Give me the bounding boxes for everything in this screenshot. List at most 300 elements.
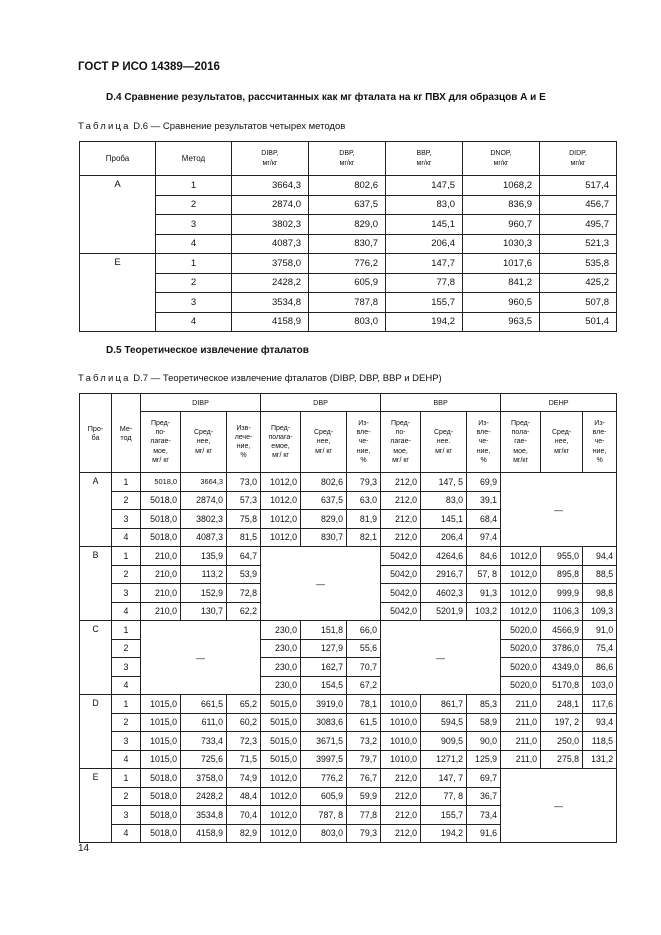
- value-cell: 802,6: [309, 176, 386, 196]
- value-cell: 829,0: [301, 510, 347, 529]
- value-cell: 5020,0: [501, 621, 541, 640]
- value-cell: 125,9: [467, 750, 501, 769]
- value-cell: 81,5: [227, 528, 261, 547]
- caption-text: D.7 — Теоретическое извлечение фталатов (DIBP, DBP, BBP и DEHP): [130, 373, 442, 384]
- value-cell: 79,3: [347, 473, 381, 492]
- value-cell: 909,5: [421, 732, 467, 751]
- sample-cell: E: [80, 769, 112, 843]
- value-cell: 63,0: [347, 491, 381, 510]
- table-row: [80, 234, 617, 254]
- sample-cell: A: [80, 473, 112, 547]
- value-cell: 81,9: [347, 510, 381, 529]
- value-cell: 83,0: [421, 491, 467, 510]
- value-cell: 210,0: [141, 602, 181, 621]
- value-cell: 5201,9: [421, 602, 467, 621]
- table-row: [80, 254, 617, 274]
- value-cell: 109,3: [583, 602, 617, 621]
- col-header-dnop: [463, 142, 540, 176]
- document-header: ГОСТ Р ИСО 14389—2016: [78, 61, 220, 73]
- value-cell: 1017,6: [463, 254, 540, 274]
- value-cell: 1012,0: [501, 602, 541, 621]
- value-cell: 145,1: [421, 510, 467, 529]
- value-cell: 250,0: [541, 732, 583, 751]
- value-cell: 1015,0: [141, 750, 181, 769]
- value-cell: 594,5: [421, 713, 467, 732]
- value-cell: 963,5: [463, 312, 540, 332]
- value-cell: 535,8: [540, 254, 617, 274]
- sample-cell: A: [80, 176, 156, 254]
- value-cell: 2874,0: [181, 491, 227, 510]
- header-unit: мг/кг: [493, 159, 509, 167]
- value-cell: 5020,0: [501, 658, 541, 677]
- method-cell: 2: [112, 713, 141, 732]
- empty-dash-cell: —: [141, 621, 261, 695]
- caption-label: Таблица: [78, 373, 131, 384]
- value-cell: 151,8: [301, 621, 347, 640]
- value-cell: 4158,9: [232, 312, 309, 332]
- table-row: [80, 312, 617, 332]
- value-cell: 3664,3: [232, 176, 309, 196]
- value-cell: 830,7: [301, 528, 347, 547]
- value-cell: 118,5: [583, 732, 617, 751]
- value-cell: 2916,7: [421, 565, 467, 584]
- group-header-dibp: DIBP: [141, 394, 261, 412]
- value-cell: 84,6: [467, 547, 501, 566]
- value-cell: 611,0: [181, 713, 227, 732]
- value-cell: 2874,0: [232, 195, 309, 215]
- col-header-didp: [540, 142, 617, 176]
- value-cell: 3758,0: [181, 769, 227, 788]
- value-cell: 5170,8: [541, 676, 583, 695]
- value-cell: 5018,0: [141, 769, 181, 788]
- value-cell: 212,0: [381, 806, 421, 825]
- value-cell: 73,4: [467, 806, 501, 825]
- table-d6: [79, 141, 617, 332]
- col-header-method: Ме- тод: [112, 394, 141, 473]
- value-cell: 3758,0: [232, 254, 309, 274]
- value-cell: 1010,0: [381, 713, 421, 732]
- method-cell: 2: [112, 565, 141, 584]
- method-cell: 4: [112, 528, 141, 547]
- value-cell: 210,0: [141, 547, 181, 566]
- value-cell: 3534,8: [181, 806, 227, 825]
- caption-text: D.6 — Сравнение результатов четырех методов: [130, 121, 346, 132]
- value-cell: 605,9: [301, 787, 347, 806]
- table-row: [80, 176, 617, 196]
- value-cell: 1012,0: [501, 565, 541, 584]
- value-cell: 85,3: [467, 695, 501, 714]
- method-cell: 4: [156, 312, 232, 332]
- value-cell: 637,5: [301, 491, 347, 510]
- method-cell: 3: [156, 215, 232, 235]
- caption-label: Таблица: [78, 121, 131, 132]
- sample-cell: D: [80, 695, 112, 769]
- method-cell: 2: [112, 787, 141, 806]
- page-number: 14: [78, 843, 90, 854]
- value-cell: 733,4: [181, 732, 227, 751]
- value-cell: 3802,3: [232, 215, 309, 235]
- header-unit: мг/кг: [416, 159, 432, 167]
- value-cell: 3534,8: [232, 293, 309, 313]
- value-cell: 117,6: [583, 695, 617, 714]
- value-cell: 127,9: [301, 639, 347, 658]
- value-cell: 521,3: [540, 234, 617, 254]
- empty-dash-cell: —: [381, 621, 501, 695]
- value-cell: 5018,0: [141, 806, 181, 825]
- value-cell: 3786,0: [541, 639, 583, 658]
- value-cell: 64,7: [227, 547, 261, 566]
- value-cell: 212,0: [381, 528, 421, 547]
- value-cell: 73,0: [227, 473, 261, 492]
- value-cell: 955,0: [541, 547, 583, 566]
- value-cell: 154,5: [301, 676, 347, 695]
- empty-dash-cell: —: [501, 473, 617, 547]
- value-cell: 230,0: [261, 639, 301, 658]
- value-cell: 5015,0: [261, 732, 301, 751]
- value-cell: 830,7: [309, 234, 386, 254]
- value-cell: 212,0: [381, 473, 421, 492]
- empty-dash-cell: —: [501, 769, 617, 843]
- value-cell: 155,7: [421, 806, 467, 825]
- value-cell: 1012,0: [261, 769, 301, 788]
- method-cell: 2: [156, 195, 232, 215]
- value-cell: 82,1: [347, 528, 381, 547]
- value-cell: 67,2: [347, 676, 381, 695]
- value-cell: 79,3: [347, 824, 381, 843]
- method-cell: 3: [112, 510, 141, 529]
- value-cell: 5020,0: [501, 639, 541, 658]
- value-cell: 1010,0: [381, 750, 421, 769]
- value-cell: 2428,2: [181, 787, 227, 806]
- value-cell: 65,2: [227, 695, 261, 714]
- value-cell: 803,0: [309, 312, 386, 332]
- table-row: [80, 750, 617, 769]
- method-cell: 2: [112, 639, 141, 658]
- value-cell: 76,7: [347, 769, 381, 788]
- value-cell: 5015,0: [261, 695, 301, 714]
- sub-header: Пред- по- лагае- мое, мг/ кг: [381, 412, 421, 473]
- value-cell: 4349,0: [541, 658, 583, 677]
- value-cell: 605,9: [309, 273, 386, 293]
- value-cell: 66,0: [347, 621, 381, 640]
- method-cell: 3: [156, 293, 232, 313]
- table-row: [80, 215, 617, 235]
- table-row: [80, 547, 617, 566]
- value-cell: 212,0: [381, 787, 421, 806]
- value-cell: 152,9: [181, 584, 227, 603]
- table-d6-body: [80, 176, 617, 332]
- value-cell: 5018,0: [141, 787, 181, 806]
- value-cell: 5042,0: [381, 565, 421, 584]
- value-cell: 103,2: [467, 602, 501, 621]
- header-unit: мг/кг: [339, 159, 355, 167]
- value-cell: 1271,2: [421, 750, 467, 769]
- sub-header: Пред- по- лагае- мое, мг/ кг: [141, 412, 181, 473]
- value-cell: 1012,0: [501, 584, 541, 603]
- section-d5-title: D.5 Теоретическое извлечение фталатов: [106, 345, 309, 356]
- value-cell: 69,9: [467, 473, 501, 492]
- group-header-bbp: BBP: [381, 394, 501, 412]
- value-cell: 3919,0: [301, 695, 347, 714]
- value-cell: 155,7: [386, 293, 463, 313]
- sub-header: Из- вле- че- ние, %: [467, 412, 501, 473]
- value-cell: 776,2: [301, 769, 347, 788]
- value-cell: 53,9: [227, 565, 261, 584]
- method-cell: 3: [112, 658, 141, 677]
- value-cell: 960,7: [463, 215, 540, 235]
- value-cell: 103,0: [583, 676, 617, 695]
- method-cell: 1: [112, 547, 141, 566]
- value-cell: 86,6: [583, 658, 617, 677]
- value-cell: 517,4: [540, 176, 617, 196]
- value-cell: 39,1: [467, 491, 501, 510]
- value-cell: 1106,3: [541, 602, 583, 621]
- value-cell: 57, 8: [467, 565, 501, 584]
- value-cell: 1015,0: [141, 695, 181, 714]
- value-cell: 58,9: [467, 713, 501, 732]
- value-cell: 725,6: [181, 750, 227, 769]
- value-cell: 206,4: [421, 528, 467, 547]
- sub-header: Из- вле- че- ние, %: [583, 412, 617, 473]
- value-cell: 79,7: [347, 750, 381, 769]
- value-cell: 131,2: [583, 750, 617, 769]
- value-cell: 960,5: [463, 293, 540, 313]
- value-cell: 5042,0: [381, 602, 421, 621]
- value-cell: 211,0: [501, 713, 541, 732]
- value-cell: 74,9: [227, 769, 261, 788]
- empty-dash-cell: —: [261, 547, 381, 621]
- value-cell: 1010,0: [381, 695, 421, 714]
- value-cell: 495,7: [540, 215, 617, 235]
- table-d7-caption: [78, 373, 442, 384]
- value-cell: 197, 2: [541, 713, 583, 732]
- value-cell: 91,6: [467, 824, 501, 843]
- value-cell: 507,8: [540, 293, 617, 313]
- value-cell: 637,5: [309, 195, 386, 215]
- method-cell: 4: [112, 750, 141, 769]
- header-compound: DIBP,: [261, 149, 279, 157]
- value-cell: 91,0: [583, 621, 617, 640]
- value-cell: 2428,2: [232, 273, 309, 293]
- value-cell: 836,9: [463, 195, 540, 215]
- value-cell: 841,2: [463, 273, 540, 293]
- value-cell: 230,0: [261, 621, 301, 640]
- value-cell: 4566,9: [541, 621, 583, 640]
- value-cell: 75,4: [583, 639, 617, 658]
- value-cell: 1010,0: [381, 732, 421, 751]
- value-cell: 98,8: [583, 584, 617, 603]
- value-cell: 36,7: [467, 787, 501, 806]
- col-header-dbp: [309, 142, 386, 176]
- value-cell: 130,7: [181, 602, 227, 621]
- value-cell: 97,4: [467, 528, 501, 547]
- value-cell: 5042,0: [381, 584, 421, 603]
- value-cell: 62,2: [227, 602, 261, 621]
- value-cell: 895,8: [541, 565, 583, 584]
- value-cell: 78,1: [347, 695, 381, 714]
- value-cell: 5042,0: [381, 547, 421, 566]
- value-cell: 661,5: [181, 695, 227, 714]
- value-cell: 135,9: [181, 547, 227, 566]
- method-cell: 2: [156, 273, 232, 293]
- value-cell: 230,0: [261, 658, 301, 677]
- value-cell: 82,9: [227, 824, 261, 843]
- value-cell: 1012,0: [261, 510, 301, 529]
- value-cell: 456,7: [540, 195, 617, 215]
- value-cell: 61,5: [347, 713, 381, 732]
- value-cell: 210,0: [141, 565, 181, 584]
- value-cell: 3671,5: [301, 732, 347, 751]
- value-cell: 210,0: [141, 584, 181, 603]
- section-d4-title: D.4 Сравнение результатов, рассчитанных как мг фталата на кг ПВХ для образцов А и Е: [106, 92, 546, 103]
- method-cell: 4: [112, 676, 141, 695]
- sample-cell: E: [80, 254, 156, 332]
- value-cell: 212,0: [381, 769, 421, 788]
- col-header-bbp: [386, 142, 463, 176]
- table-d6-caption: [78, 121, 345, 132]
- value-cell: 77,8: [347, 806, 381, 825]
- value-cell: 212,0: [381, 510, 421, 529]
- method-cell: 3: [112, 806, 141, 825]
- header-compound: DNOP,: [490, 149, 512, 157]
- value-cell: 1012,0: [261, 824, 301, 843]
- value-cell: 248,1: [541, 695, 583, 714]
- sub-header: Пред- пола- гае- мое, мг/кг: [501, 412, 541, 473]
- value-cell: 4087,3: [181, 528, 227, 547]
- col-header-proba: Проба: [80, 142, 156, 176]
- value-cell: 147,7: [386, 254, 463, 274]
- value-cell: 212,0: [381, 491, 421, 510]
- group-header-dehp: DEHP: [501, 394, 617, 412]
- value-cell: 425,2: [540, 273, 617, 293]
- value-cell: 77,8: [386, 273, 463, 293]
- value-cell: 999,9: [541, 584, 583, 603]
- method-cell: 2: [112, 491, 141, 510]
- value-cell: 829,0: [309, 215, 386, 235]
- value-cell: 212,0: [381, 824, 421, 843]
- value-cell: 1015,0: [141, 732, 181, 751]
- group-header-dbp: DBP: [261, 394, 381, 412]
- table-row: [80, 695, 617, 714]
- value-cell: 73,2: [347, 732, 381, 751]
- sample-cell: C: [80, 621, 112, 695]
- value-cell: 5020,0: [501, 676, 541, 695]
- value-cell: 113,2: [181, 565, 227, 584]
- method-cell: 1: [112, 695, 141, 714]
- sub-header: Из- вле- че- ние, %: [347, 412, 381, 473]
- value-cell: 145,1: [386, 215, 463, 235]
- value-cell: 206,4: [386, 234, 463, 254]
- table-d7-body: [80, 473, 617, 843]
- table-row: [80, 293, 617, 313]
- method-cell: 1: [112, 473, 141, 492]
- method-cell: 1: [156, 176, 232, 196]
- value-cell: 60,2: [227, 713, 261, 732]
- col-header-proba: Про- ба: [80, 394, 112, 473]
- sub-header: Сред- нее. мг/ кг: [421, 412, 467, 473]
- value-cell: 1068,2: [463, 176, 540, 196]
- value-cell: 1015,0: [141, 713, 181, 732]
- sub-header: Пред- полага- емое, мг/ кг: [261, 412, 301, 473]
- table-row: [80, 732, 617, 751]
- value-cell: 211,0: [501, 750, 541, 769]
- value-cell: 501,4: [540, 312, 617, 332]
- table-row: [80, 713, 617, 732]
- value-cell: 1012,0: [261, 491, 301, 510]
- value-cell: 1030,3: [463, 234, 540, 254]
- value-cell: 1012,0: [501, 547, 541, 566]
- sub-header: Сред- нее, мг/ кг: [181, 412, 227, 473]
- method-cell: 1: [156, 254, 232, 274]
- value-cell: 4158,9: [181, 824, 227, 843]
- method-cell: 4: [156, 234, 232, 254]
- value-cell: 861,7: [421, 695, 467, 714]
- value-cell: 5018,0: [141, 528, 181, 547]
- value-cell: 72,3: [227, 732, 261, 751]
- col-header-method: Метод: [156, 142, 232, 176]
- value-cell: 4264,6: [421, 547, 467, 566]
- sub-header: Изв- лече- ние, %: [227, 412, 261, 473]
- value-cell: 5015,0: [261, 713, 301, 732]
- value-cell: 1012,0: [261, 806, 301, 825]
- value-cell: 5018,0: [141, 510, 181, 529]
- value-cell: 3802,3: [181, 510, 227, 529]
- value-cell: 88,5: [583, 565, 617, 584]
- method-cell: 4: [112, 602, 141, 621]
- value-cell: 94,4: [583, 547, 617, 566]
- value-cell: 787,8: [309, 293, 386, 313]
- value-cell: 75,8: [227, 510, 261, 529]
- table-row: [80, 273, 617, 293]
- method-cell: 4: [112, 824, 141, 843]
- value-cell: 147, 5: [421, 473, 467, 492]
- value-cell: 1012,0: [261, 787, 301, 806]
- value-cell: 194,2: [386, 312, 463, 332]
- value-cell: 4602,3: [421, 584, 467, 603]
- method-cell: 3: [112, 584, 141, 603]
- value-cell: 90,0: [467, 732, 501, 751]
- value-cell: 802,6: [301, 473, 347, 492]
- value-cell: 91,3: [467, 584, 501, 603]
- header-compound: DBP,: [339, 149, 355, 157]
- method-cell: 3: [112, 732, 141, 751]
- value-cell: 211,0: [501, 695, 541, 714]
- value-cell: 147,5: [386, 176, 463, 196]
- col-header-dibp: [232, 142, 309, 176]
- value-cell: 55,6: [347, 639, 381, 658]
- table-row: [80, 621, 617, 640]
- value-cell: 162,7: [301, 658, 347, 677]
- header-unit: мг/кг: [570, 159, 586, 167]
- value-cell: 77, 8: [421, 787, 467, 806]
- value-cell: 3083,6: [301, 713, 347, 732]
- value-cell: 5018,0: [141, 491, 181, 510]
- value-cell: 68,4: [467, 510, 501, 529]
- value-cell: 147, 7: [421, 769, 467, 788]
- value-cell: 3664,3: [181, 473, 227, 492]
- sub-header: Сред- нее, мг/кг: [541, 412, 583, 473]
- value-cell: 803,0: [301, 824, 347, 843]
- header-unit: мг/кг: [262, 159, 278, 167]
- sample-cell: B: [80, 547, 112, 621]
- value-cell: 5018,0: [141, 473, 181, 492]
- value-cell: 83,0: [386, 195, 463, 215]
- value-cell: 59,9: [347, 787, 381, 806]
- value-cell: 776,2: [309, 254, 386, 274]
- value-cell: 1012,0: [261, 473, 301, 492]
- method-cell: 1: [112, 769, 141, 788]
- value-cell: 69,7: [467, 769, 501, 788]
